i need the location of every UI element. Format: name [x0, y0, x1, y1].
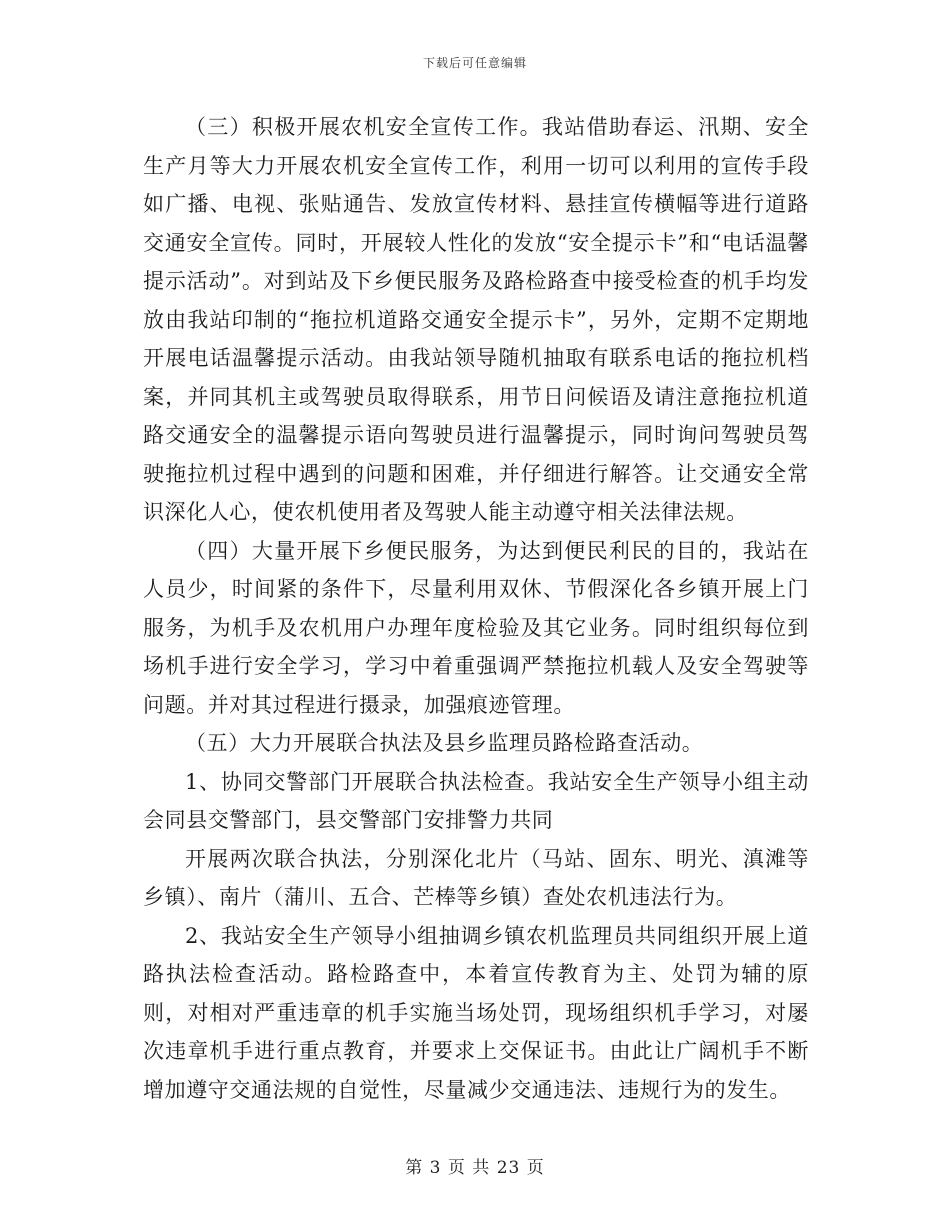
paragraph-publicity: （三）积极开展农机安全宣传工作。我站借助春运、汛期、安全生产月等大力开展农机安全宣传工作，利用一切可以利用的宣传手段如广播、电视、张贴通告、发放宣传材料、悬挂宣传横幅等进行道路交通安全宣传。同时，开展较人性化的发放“安全提示卡”和“电话温馨提示活动”。对到站及下乡便民服务及路检路查中接受检查的机手均发放由我站印制的“拖拉机道路交通安全提示卡”，另外，定期不定期地开展电话温馨提示活动。由我站领导随机抽取有联系电话的拖拉机档案，并同其机主或驾驶员取得联系，用节日问候语及请注意拖拉机道路交通安全的温馨提示语向驾驶员进行温馨提示，同时询问驾驶员驾驶拖拉机过程中遇到的问题和困难，并仔细进行解答。让交通安全常识深化人心，使农机使用者及驾驶人能主动遵守相关法律法规。	[143, 115, 809, 524]
paragraph-rural-service: （四）大量开展下乡便民服务，为达到便民利民的目的，我站在人员少，时间紧的条件下，尽量利用双休、节假深化各乡镇开展上门服务，为机手及农机用户办理年度检验及其它业务。同时组织每位到场机手进行安全学习，学习中着重强调严禁拖拉机载人及安全驾驶等问题。并对其过程进行摄录，加强痕迹管理。	[143, 538, 809, 717]
paragraph-item-2: 2、我站安全生产领导小组抽调乡镇农机监理员共同组织开展上道路执法检查活动。路检路查中，本着宣传教育为主、处罚为辅的原则，对相对严重违章的机手实施当场处罚，现场组织机手学习，对屡次违章机手进行重点教育，并要求上交保证书。由此让广阔机手不断增加遵守交通法规的自觉性，尽量减少交通违法、违规行为的发生。	[143, 923, 809, 1102]
page-number-footer: 第 3 页 共 23 页	[405, 1158, 545, 1178]
paragraph-item-1: 1、协同交警部门开展联合执法检查。我站安全生产领导小组主动会同县交警部门，县交警部门安排警力共同	[143, 769, 809, 832]
page-header-note: 下载后可任意编辑	[422, 56, 527, 70]
paragraph-item-1-continued: 开展两次联合执法，分别深化北片（马站、固东、明光、滇滩等乡镇）、南片（蒲川、五合、芒棒等乡镇）查处农机违法行为。	[143, 846, 809, 909]
document-body	[143, 108, 809, 1109]
paragraph-joint-enforcement-heading: （五）大力开展联合执法及县乡监理员路检路查活动。	[185, 731, 704, 755]
